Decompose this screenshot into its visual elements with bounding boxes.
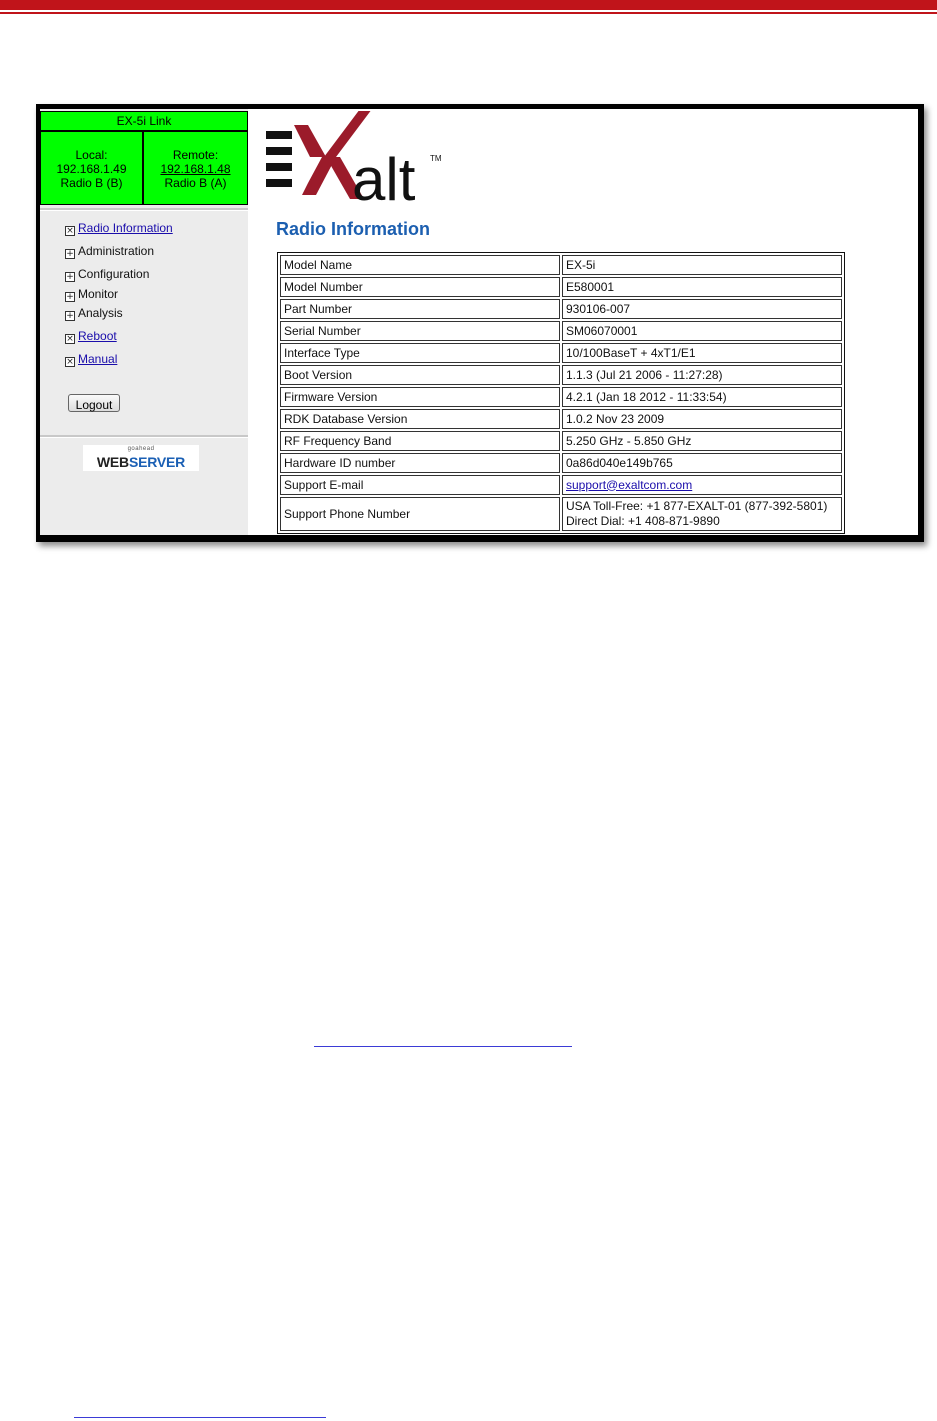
nav-manual[interactable] [65,351,117,367]
row-value-cell [562,497,842,531]
nav-label[interactable]: Reboot [78,329,117,343]
row-key: Model Name [280,255,560,275]
webserver-logo-top: goahead [127,446,155,452]
row-value: EX-5i [562,255,842,275]
table-row [280,343,842,363]
remote-label: Remote: [172,148,219,162]
row-value: 0a86d040e149b765 [562,453,842,473]
box-x-icon: × [66,357,74,367]
row-value: 930106-007 [562,299,842,319]
row-value: 1.0.2 Nov 23 2009 [562,409,842,429]
row-value: E580001 [562,277,842,297]
nav-label: Analysis [78,306,123,320]
document-link-underline[interactable] [74,1417,326,1418]
row-key: Serial Number [280,321,560,341]
row-value: 5.250 GHz - 5.850 GHz [562,431,842,451]
row-key: Support E-mail [280,475,560,495]
header-rule [0,0,937,10]
row-key: Support Phone Number [280,497,560,531]
table-row [280,277,842,297]
nav-label: Administration [78,244,155,258]
table-row [280,321,842,341]
nav-label[interactable]: Manual [78,352,118,366]
goahead-webserver-logo [83,445,199,471]
table-row [280,255,842,275]
row-value: 10/100BaseT + 4xT1/E1 [562,343,842,363]
local-ip: 192.168.1.49 [56,162,127,176]
remote-ip-link[interactable]: 192.168.1.48 [160,162,231,176]
link-status-panel [40,111,248,205]
row-key: Boot Version [280,365,560,385]
nav-configuration[interactable] [65,266,149,282]
nav-analysis[interactable] [65,305,123,321]
nav-reboot[interactable] [65,328,117,344]
row-key: Part Number [280,299,560,319]
row-value-line2: Direct Dial: +1 408-871-9890 [566,514,720,528]
row-value: 4.2.1 (Jan 18 2012 - 11:33:54) [562,387,842,407]
webserver-logo-word [83,454,199,470]
nav-label[interactable]: Radio Information [78,221,173,235]
logout-button[interactable]: Logout [68,394,120,412]
box-x-icon: × [66,226,74,236]
row-value: 1.1.3 (Jul 21 2006 - 11:27:28) [562,365,842,385]
webserver-logo-server: SERVER [128,454,186,470]
nav-label: Configuration [78,267,150,281]
web-ui-screenshot [40,109,918,535]
table-row [280,365,842,385]
local-radio: Radio B (B) [60,176,123,190]
row-value: USA Toll-Free: +1 877-EXALT-01 (877-392-5801) [566,499,828,513]
row-key: RDK Database Version [280,409,560,429]
table-row [280,475,842,495]
plus-box-icon[interactable]: + [66,292,74,302]
support-email-link[interactable]: support@exaltcom.com [566,477,693,492]
sidebar-divider [40,208,248,211]
webserver-logo-web: WEB [96,454,129,470]
link-title: EX-5i Link [41,112,247,130]
table-row [280,387,842,407]
page-title: Radio Information [276,219,430,239]
table-row [280,453,842,473]
local-radio-cell [41,132,142,204]
sidebar-divider [40,435,248,438]
row-key: Interface Type [280,343,560,363]
row-key: Firmware Version [280,387,560,407]
row-value: SM06070001 [562,321,842,341]
row-key: Hardware ID number [280,453,560,473]
row-key: Model Number [280,277,560,297]
remote-radio: Radio B (A) [164,176,227,190]
table-row [280,409,842,429]
radio-info-table [277,252,845,534]
box-x-icon: × [66,334,74,344]
nav-radio-information[interactable] [65,220,173,236]
table-row [280,497,842,531]
nav-monitor[interactable] [65,286,118,302]
plus-box-icon[interactable]: + [66,249,74,259]
logo-text: alt [352,146,416,207]
row-value-cell [562,475,842,495]
exalt-logo [264,111,449,207]
header-rule-thin [0,12,937,14]
table-row [280,431,842,451]
nav-label: Monitor [78,287,119,301]
document-link-underline[interactable] [314,1046,572,1047]
local-label: Local: [75,148,108,162]
plus-box-icon[interactable]: + [66,311,74,321]
remote-radio-cell [144,132,247,204]
sidebar [40,109,248,535]
table-row [280,299,842,319]
nav-administration[interactable] [65,243,154,259]
logo-tm: TM [430,154,442,163]
plus-box-icon[interactable]: + [66,272,74,282]
row-key: RF Frequency Band [280,431,560,451]
